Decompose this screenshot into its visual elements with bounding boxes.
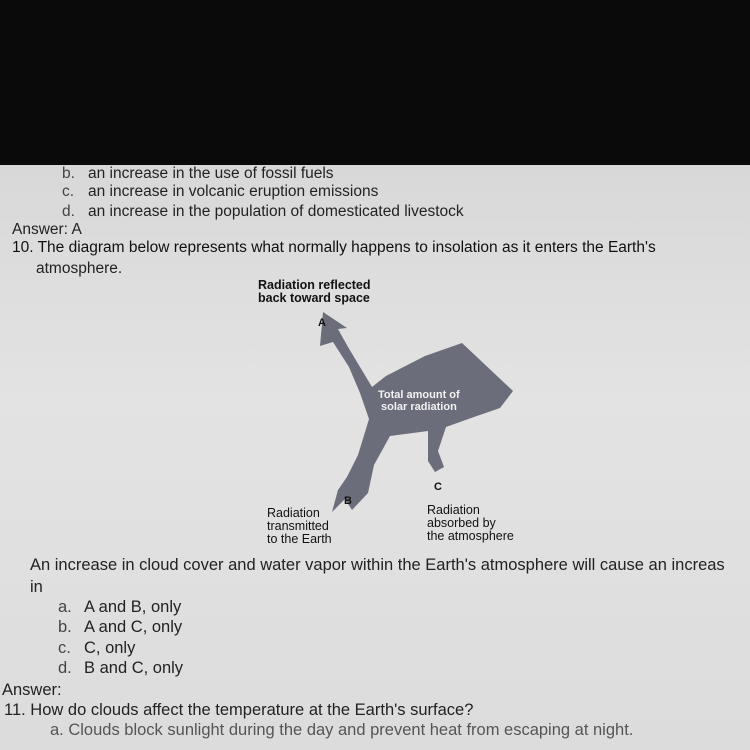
- option-text: B and C, only: [84, 659, 184, 677]
- label-transmitted-line2: transmitted: [267, 519, 329, 533]
- option-letter: c.: [62, 183, 75, 200]
- q10-option-c: [58, 639, 135, 657]
- question-11-text: 11. How do clouds affect the temperature at the Earth's surface?: [4, 701, 474, 719]
- label-reflected-line2: back toward space: [258, 291, 370, 305]
- option-text: A and C, only: [84, 618, 183, 636]
- question-10-stem-cont: in: [30, 578, 43, 596]
- letter-c: C: [434, 481, 442, 493]
- option-letter: a.: [58, 598, 72, 616]
- option-letter: b.: [58, 618, 72, 636]
- q10-option-b: [58, 618, 182, 636]
- q10-option-d: [58, 659, 183, 677]
- prev-answer: Answer: A: [12, 221, 82, 238]
- question-10-text: 10. The diagram below represents what normally happens to insolation as it enters the Earth's: [12, 239, 656, 256]
- option-text: an increase in the population of domesticated livestock: [88, 203, 464, 220]
- q10-answer: Answer:: [2, 681, 62, 699]
- label-reflected-line1: Radiation reflected: [258, 278, 371, 292]
- question-10-text-cont: atmosphere.: [36, 260, 123, 277]
- option-letter: d.: [62, 203, 75, 220]
- option-letter: d.: [58, 659, 72, 677]
- option-text: an increase in the use of fossil fuels: [88, 165, 334, 182]
- label-transmitted-line1: Radiation: [267, 506, 320, 520]
- letter-a: A: [318, 317, 326, 329]
- worksheet-page: [0, 165, 750, 750]
- label-transmitted-line3: to the Earth: [267, 532, 332, 546]
- option-text: C, only: [84, 639, 136, 657]
- option-text: A and B, only: [84, 598, 182, 616]
- option-letter: c.: [58, 639, 71, 657]
- question-10-stem: An increase in cloud cover and water vapor within the Earth's atmosphere will cause an increas: [30, 556, 725, 574]
- label-absorbed-line2: absorbed by: [427, 516, 496, 530]
- q10-option-a: [58, 598, 181, 616]
- label-absorbed-line3: the atmosphere: [427, 529, 514, 543]
- label-total-line1: Total amount of: [378, 389, 460, 401]
- letter-b: B: [344, 495, 352, 507]
- option-text: an increase in volcanic eruption emissions: [88, 183, 379, 200]
- label-absorbed-line1: Radiation: [427, 503, 480, 517]
- label-total-line2: solar radiation: [381, 401, 457, 413]
- option-letter: b.: [62, 165, 75, 182]
- question-11-option-a-partial: a. Clouds block sunlight during the day and prevent heat from escaping at night.: [50, 721, 634, 739]
